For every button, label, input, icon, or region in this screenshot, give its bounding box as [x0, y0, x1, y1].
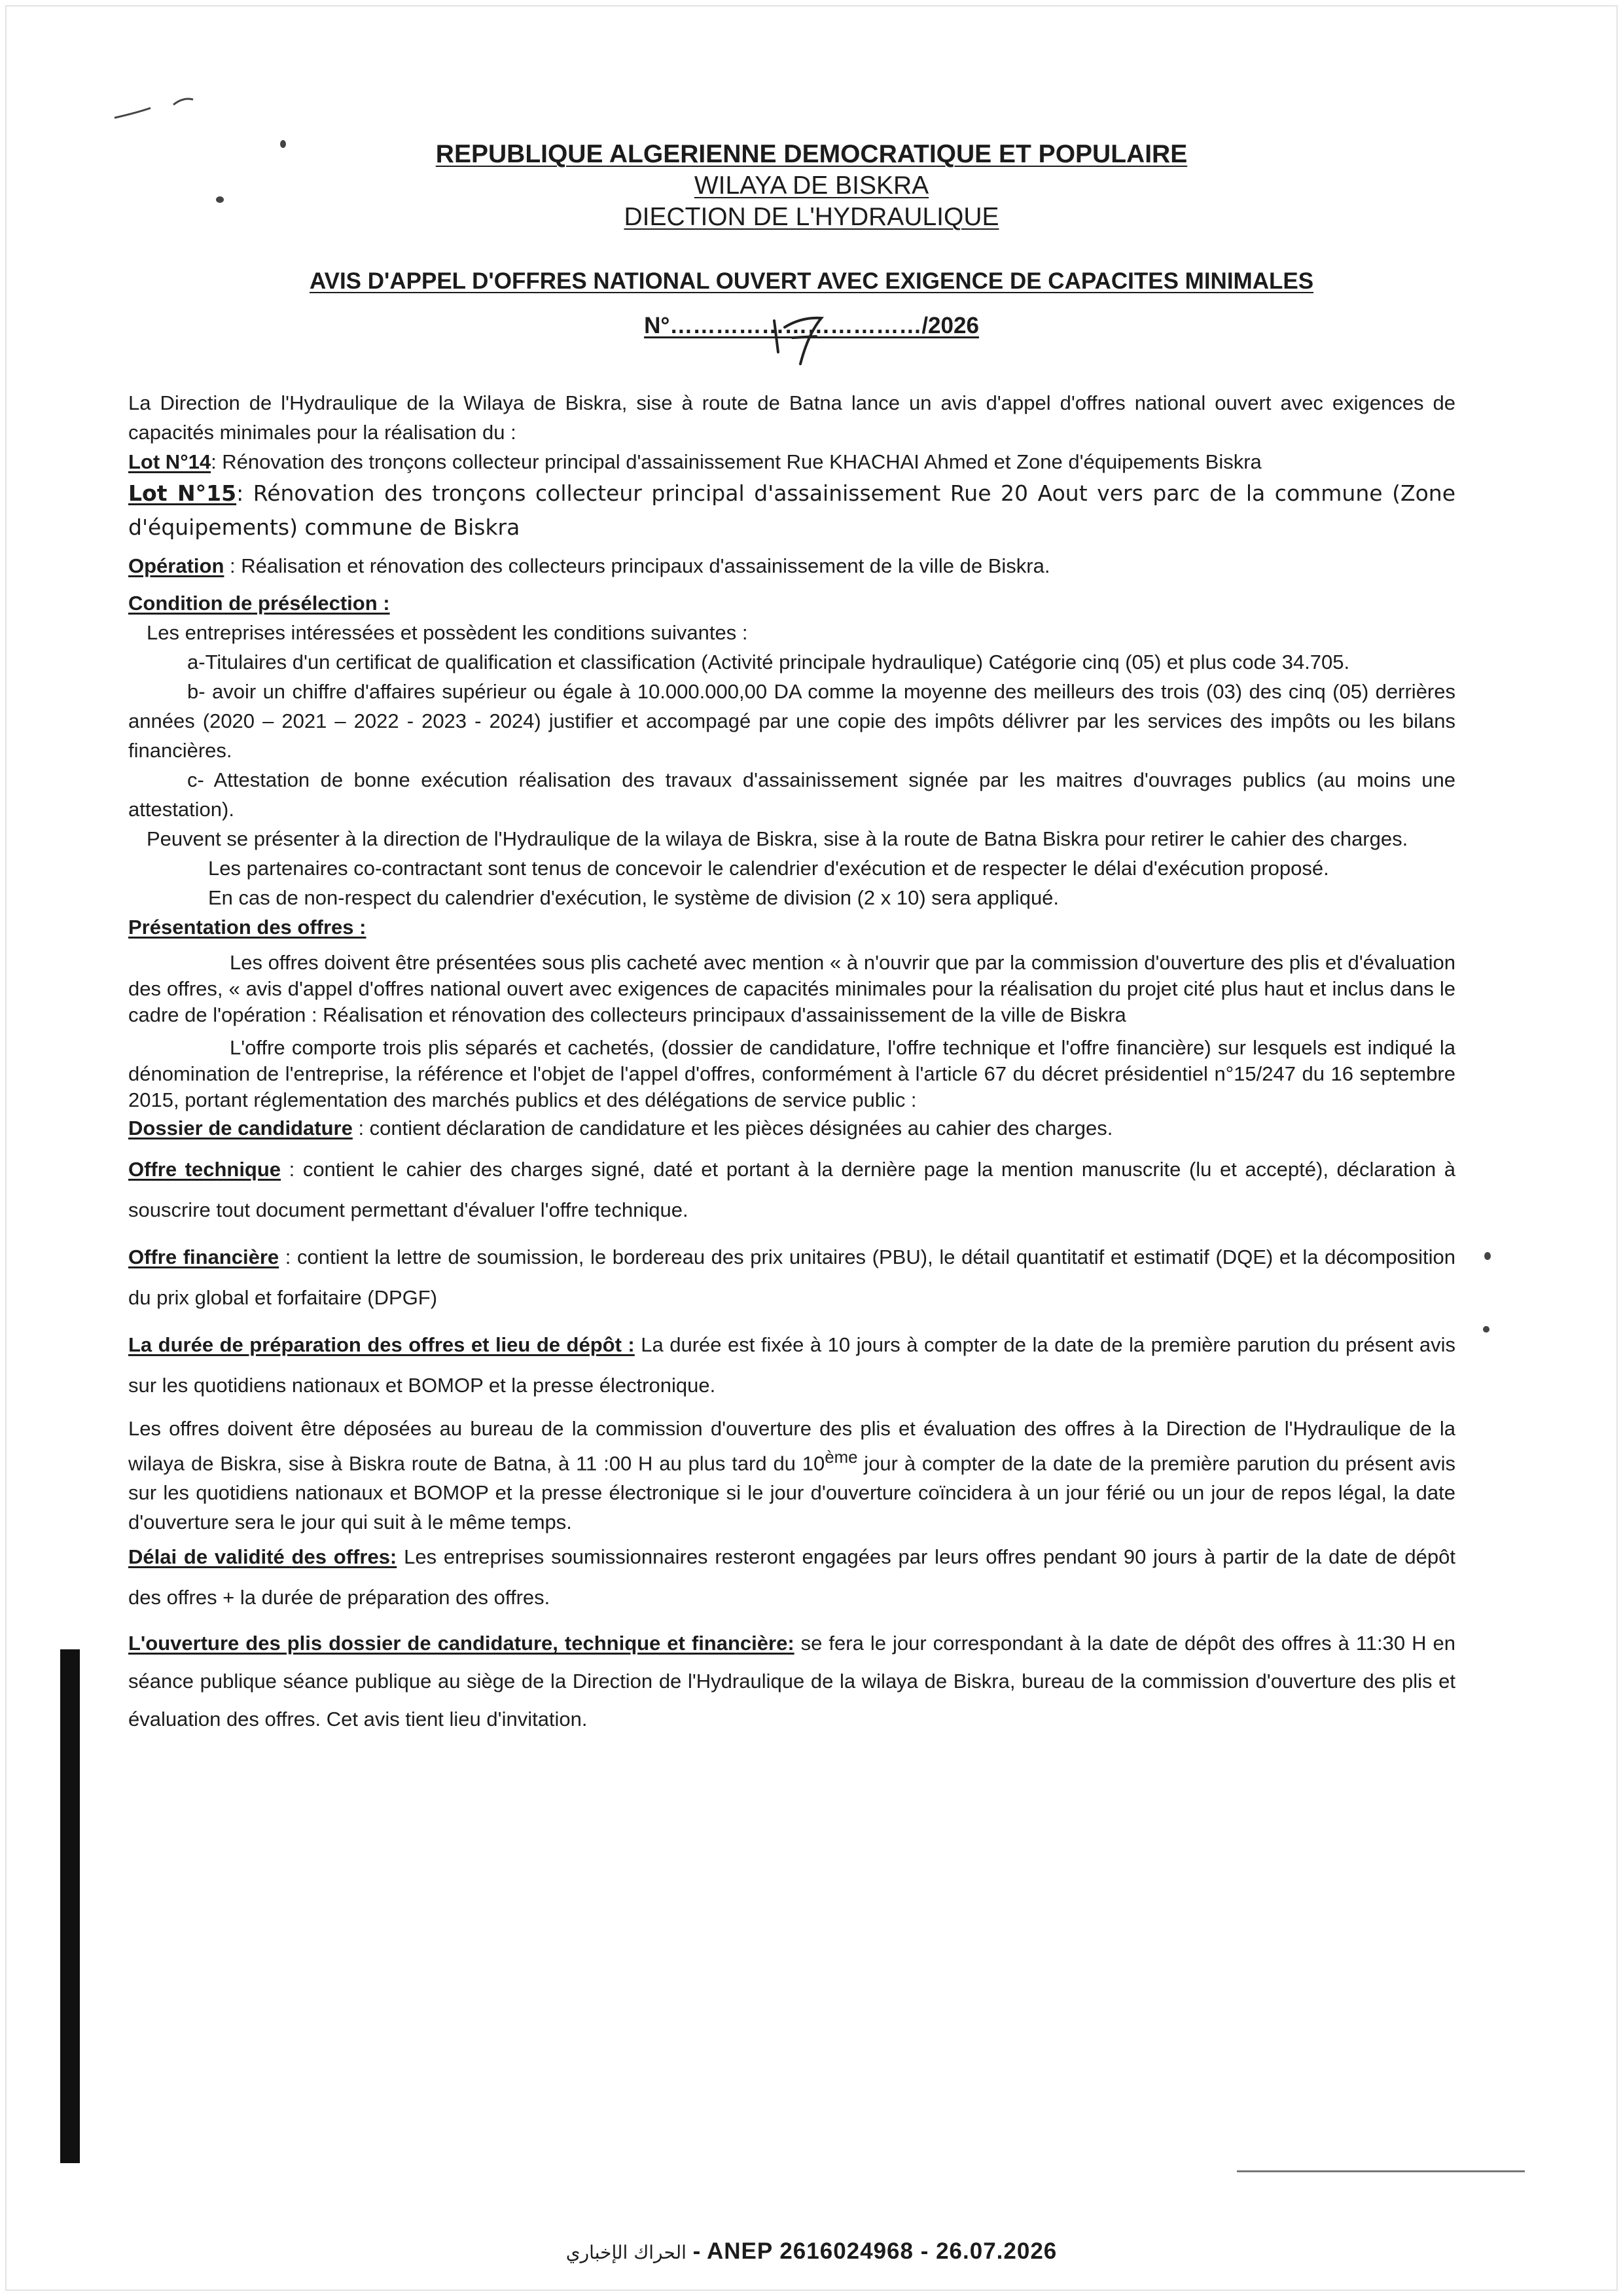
lot-15 — [128, 476, 1455, 545]
lot-15-label: Lot N°15 — [128, 480, 237, 506]
pen-mark — [111, 85, 209, 124]
notice-title: AVIS D'APPEL D'OFFRES NATIONAL OUVERT AVEC EXIGENCE DE CAPACITES MINIMALES — [309, 268, 1314, 294]
validite-offres — [128, 1537, 1455, 1618]
scan-edge-bar — [60, 1649, 80, 2163]
validite-text: Les entreprises soumissionnaires resteront engagées par leurs offres pendant 90 jours à partir de la date de dépôt des offres + la durée de préparation des offres. — [128, 1545, 1455, 1609]
condition-intro: Les entreprises intéressées et possèdent les conditions suivantes : — [147, 621, 748, 644]
duree-text: La durée est fixée à 10 jours à compter de la date de la première parution du présent avis sur les quotidiens nationaux et BOMOP et la presse électronique. — [128, 1333, 1455, 1397]
condition-heading: Condition de présélection : — [128, 592, 390, 615]
condition-c: c- Attestation de bonne exécution réalisation des travaux d'assainissement signée par les maitres d'ouvrages publics (au moins une attestation). — [128, 768, 1455, 821]
rule-line — [1237, 2170, 1525, 2172]
dossier-candidature — [128, 1113, 1455, 1143]
validite-label: Délai de validité des offres: — [128, 1545, 397, 1569]
lot-14-text: : Rénovation des tronçons collecteur principal d'assainissement Rue KHACHAI Ahmed et Zone d'équipements Biskra — [211, 450, 1262, 473]
duree-label: La durée de préparation des offres et lieu de dépôt : — [128, 1333, 635, 1356]
condition-b: b- avoir un chiffre d'affaires supérieur ou égale à 10.000.000,00 DA comme la moyenne des meilleurs des trois (03) des cinq (05) derrières années (2020 – 2021 – 2022 - 2023 - 2024) justifier et accompagé par une copie des impôts délivrer par les services des impôts ou les bilans financières. — [128, 680, 1455, 762]
financiere-label: Offre financière — [128, 1246, 279, 1268]
depot-text-start: Les offres doivent être déposées au bureau de la commission d'ouverture des plis et évaluation des offres à la Direction de l'Hydraulique de la wilaya de Biskra, sise à Biskra route de Batna, à 11 :00 H au plus tard du 10 — [128, 1417, 1455, 1475]
technique-text: : contient le cahier des charges signé, daté et portant à la dernière page la mention manuscrite (lu et accepté), déclaration à souscrire tout document permettant d'évaluer l'offre technique. — [128, 1158, 1455, 1221]
wilaya-title: WILAYA DE BISKRA — [694, 171, 929, 200]
intro-paragraph: La Direction de l'Hydraulique de la Wilaya de Biskra, sise à route de Batna lance un avis d'appel d'offres national ouvert avec exigences de capacités minimales pour la réalisation du : — [128, 391, 1455, 444]
republic-title: REPUBLIQUE ALGERIENNE DEMOCRATIQUE ET POPULAIRE — [435, 140, 1188, 168]
ouverture-text: se fera le jour correspondant à la date de dépôt des offres à 11:30 H en séance publique séance publique au siège de la Direction de l'Hydraulique de la wilaya de Biskra, bureau de la commission d'ouverture des plis et évaluation des offres. Cet avis tient lieu d'invitation. — [128, 1632, 1455, 1731]
depot-paragraph — [128, 1414, 1455, 1537]
operation-label: Opération — [128, 554, 224, 577]
depot-text-end: jour à compter de la date de la première parution du présent avis sur les quotidiens nationaux et BOMOP et la presse électronique si le jour d'ouverture coïncidera à un jour férié ou un jour de repos légal, la date d'ouverture sera le jour qui suit à le même temps. — [128, 1452, 1455, 1534]
footer-newspaper: الحراك الإخباري — [565, 2242, 687, 2263]
direction-title: DIECTION DE L'HYDRAULIQUE — [624, 203, 999, 231]
penalty-paragraph: En cas de non-respect du calendrier d'exécution, le système de division (2 x 10) sera appliqué. — [208, 886, 1060, 909]
presentation-heading: Présentation des offres : — [128, 916, 366, 939]
ouverture-plis — [128, 1624, 1455, 1738]
lot-14-label: Lot N°14 — [128, 450, 211, 473]
presentation-paragraph-2: L'offre comporte trois plis séparés et cachetés, (dossier de candidature, l'offre technique et l'offre financière) sur lesquels est indiqué la dénomination de l'entreprise, la référence et l'objet de l'appel d'offres, conformément à l'article 67 du décret présidentiel n°15/247 du 16 septembre 2015, portant réglementation des marchés publics et des délégations de service public : — [128, 1036, 1455, 1111]
financiere-text: : contient la lettre de soumission, le bordereau des prix unitaires (PBU), le détail quantitatif et estimatif (DQE) et la décomposition du prix global et forfaitaire (DPGF) — [128, 1246, 1456, 1309]
depot-superscript: ème — [825, 1448, 858, 1467]
notice-number: N°……………………………/2026 — [644, 313, 979, 338]
dossier-text: : contient déclaration de candidature et les pièces désignées au cahier des charges. — [352, 1117, 1113, 1139]
technique-label: Offre technique — [128, 1158, 281, 1181]
withdraw-paragraph: Peuvent se présenter à la direction de l'Hydraulique de la wilaya de Biskra, sise à la route de Batna Biskra pour retirer le cahier des charges. — [147, 827, 1408, 850]
operation-text: : Réalisation et rénovation des collecteurs principaux d'assainissement de la ville de Biskra. — [224, 554, 1050, 577]
operation — [128, 551, 1455, 581]
lot-15-text: : Rénovation des tronçons collecteur principal d'assainissement Rue 20 Aout vers parc de la commune (Zone d'équipements) commune de Biskra — [128, 480, 1455, 540]
notice-body — [128, 388, 1455, 1738]
letterhead — [131, 139, 1492, 233]
duree-preparation — [128, 1325, 1455, 1406]
offre-technique — [128, 1149, 1455, 1230]
handwritten-number — [762, 308, 834, 367]
anep-footer — [0, 2238, 1623, 2265]
offre-financiere — [128, 1237, 1455, 1318]
partners-paragraph: Les partenaires co-contractant sont tenus de concevoir le calendrier d'exécution et de respecter le délai d'exécution proposé. — [208, 857, 1329, 880]
scan-speck — [1484, 1252, 1491, 1260]
dossier-label: Dossier de candidature — [128, 1117, 353, 1139]
scan-speck — [1483, 1326, 1489, 1333]
footer-reference: - ANEP 2616024968 - 26.07.2026 — [686, 2238, 1058, 2264]
lot-14 — [128, 447, 1455, 476]
ouverture-label: L'ouverture des plis dossier de candidature, technique et financière: — [128, 1632, 794, 1655]
condition-a: a-Titulaires d'un certificat de qualification et classification (Activité principale hydraulique) Catégorie cinq (05) et plus code 34.705. — [187, 651, 1350, 673]
presentation-paragraph-1: Les offres doivent être présentées sous plis cacheté avec mention « à n'ouvrir que par la commission d'ouverture des plis et d'évaluation des offres, « avis d'appel d'offres national ouvert avec exigences de capacités minimales pour la réalisation du projet cité plus haut et inclus dans le cadre de l'opération : Réalisation et rénovation des collecteurs principaux d'assainissement de la ville de Biskra — [128, 951, 1455, 1026]
